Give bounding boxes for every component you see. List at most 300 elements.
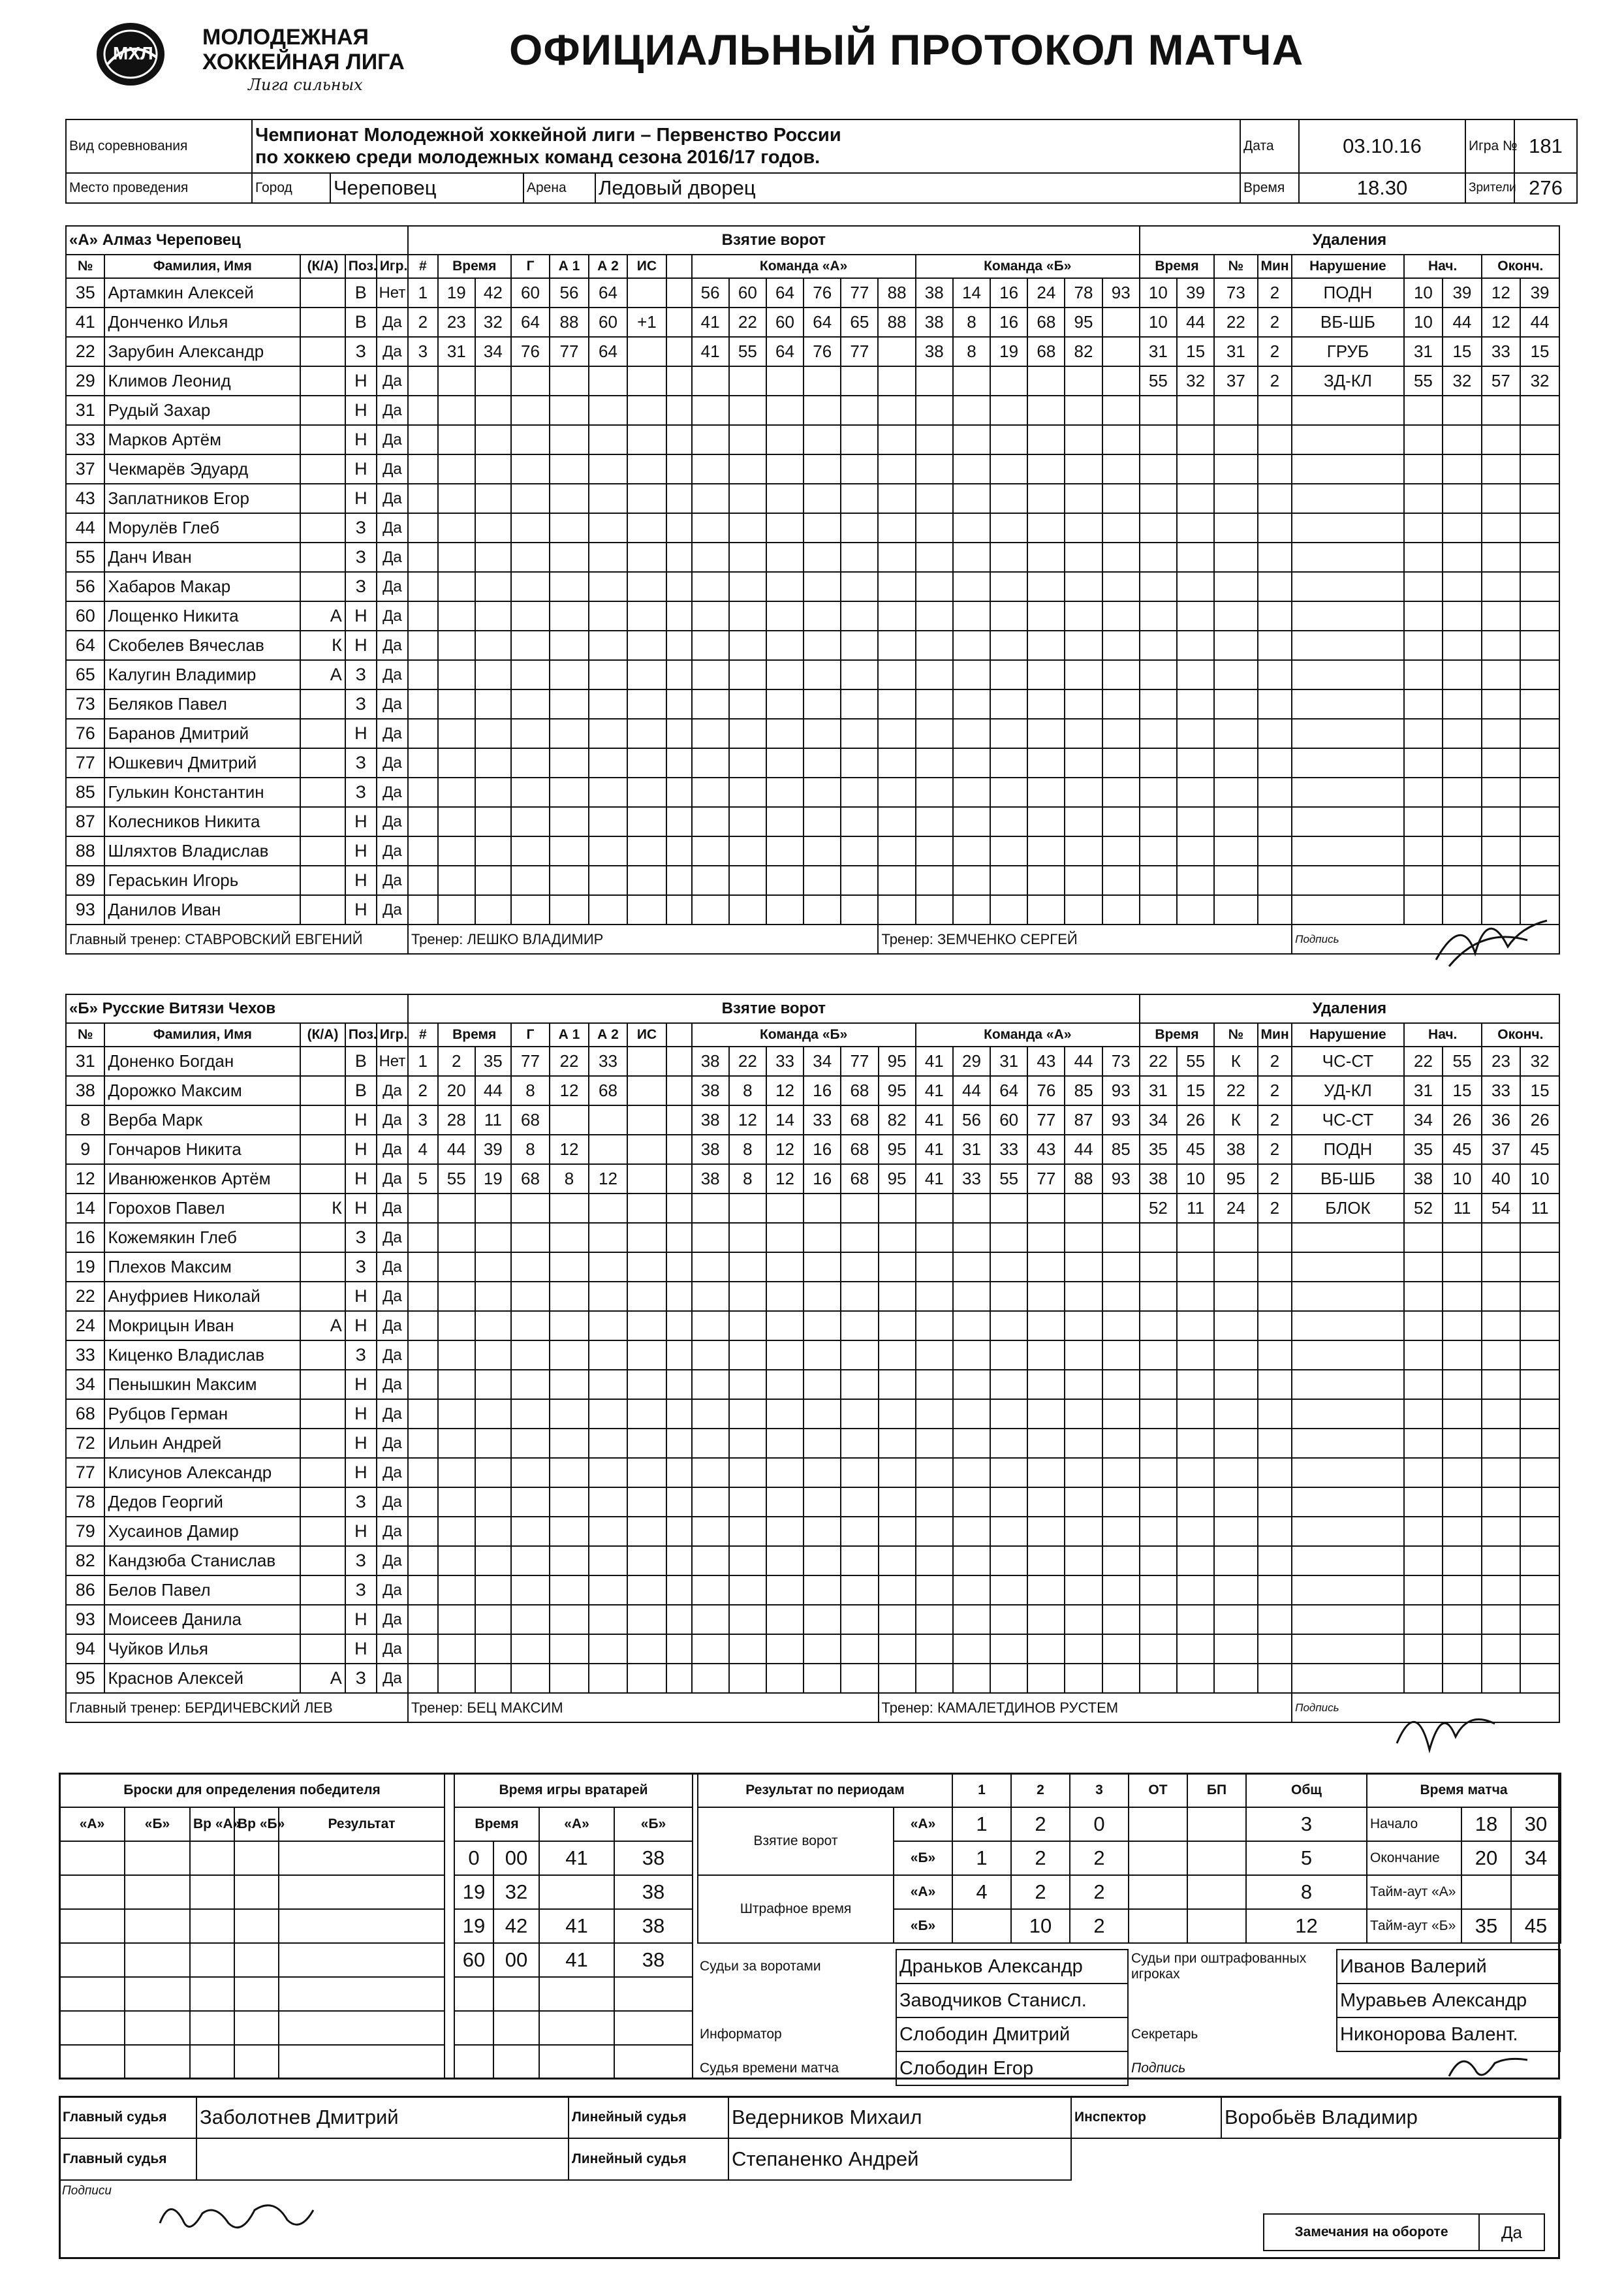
player-number: 89 (66, 866, 104, 895)
goal-cell (916, 1605, 953, 1634)
goal-cell (804, 1194, 841, 1223)
goal-cell (1065, 1517, 1102, 1546)
goal-cell (916, 807, 953, 836)
player-role: А (300, 1664, 345, 1693)
goal-cell (729, 748, 766, 778)
goal-cell (804, 1399, 841, 1429)
goal-cell (804, 572, 841, 601)
goal-cell (729, 660, 766, 689)
penalty-infraction: БЛОК (1292, 1194, 1404, 1223)
on-ice-other-team: 33 (953, 1164, 990, 1194)
goal-cell (475, 1634, 511, 1664)
goal-cell (879, 1282, 916, 1311)
goal-cell (1065, 1282, 1102, 1311)
goal-cell (511, 1664, 550, 1693)
penalty-infraction: ГРУБ (1292, 337, 1404, 366)
goal-cell (729, 1634, 766, 1664)
period-3-header: 3 (1070, 1773, 1129, 1807)
penalty-minute: 31 (1140, 337, 1177, 366)
on-ice-scoring-team: 12 (729, 1105, 766, 1135)
goal-cell (990, 1517, 1027, 1546)
goalie-b (614, 2045, 693, 2079)
penalty-end-second (1520, 396, 1559, 425)
goal-strength (627, 1105, 666, 1135)
goal-cell (692, 484, 729, 513)
goal-cell (550, 513, 588, 543)
penalty-start-minute (1404, 660, 1443, 689)
goal-cell (1027, 748, 1065, 778)
penalty-minute (1140, 543, 1177, 572)
on-ice-other-team: 78 (1065, 278, 1102, 308)
goal-minute (438, 1340, 475, 1370)
goal-cell (1102, 719, 1140, 748)
goal-cell (804, 748, 841, 778)
goal-cell (627, 895, 666, 925)
player-row (66, 895, 1559, 925)
penalty-second (1177, 601, 1214, 631)
player-name: Верба Марк (104, 1105, 300, 1135)
on-ice-scoring-team: 64 (804, 308, 841, 337)
goal-cell (1065, 1634, 1102, 1664)
goal-cell (766, 1575, 804, 1605)
penalty-end-minute: 12 (1482, 278, 1520, 308)
player-role (300, 1223, 345, 1252)
penalty-player (1214, 895, 1257, 925)
on-ice-scoring-team: 64 (766, 278, 804, 308)
goal-cell (666, 601, 692, 631)
goal-cell (666, 484, 692, 513)
on-ice-scoring-team: 14 (766, 1105, 804, 1135)
player-role (300, 1047, 345, 1076)
goal-minute (438, 895, 475, 925)
player-number: 8 (66, 1105, 104, 1135)
goal-cell (766, 1429, 804, 1458)
goal-number (408, 425, 438, 454)
penalty-minute (1140, 1458, 1177, 1487)
goal-cell (804, 807, 841, 836)
goal-assist-2: 68 (589, 1076, 627, 1105)
player-played: Да (377, 866, 408, 895)
player-number: 14 (66, 1194, 104, 1223)
penalty-minutes (1258, 1664, 1292, 1693)
on-ice-other-team: 19 (990, 337, 1027, 366)
player-name: Доненко Богдан (104, 1047, 300, 1076)
goal-cell (766, 1311, 804, 1340)
goal-minute (438, 513, 475, 543)
goal-cell (878, 748, 915, 778)
penalty-infraction (1292, 1517, 1404, 1546)
player-name: Климов Леонид (104, 366, 300, 396)
penalty-start-minute (1404, 719, 1443, 748)
goal-cell (692, 1340, 729, 1370)
on-ice-other-team: 82 (1065, 337, 1102, 366)
goal-cell (990, 425, 1027, 454)
penalty-minutes (1258, 1605, 1292, 1634)
goal-cell (666, 1194, 692, 1223)
goal-cell (766, 601, 804, 631)
goal-cell (511, 572, 550, 601)
player-name: Скобелев Вячеслав (104, 631, 300, 660)
goal-cell (627, 1340, 666, 1370)
penalty-start-minute (1404, 1282, 1443, 1311)
penalty-end-minute (1482, 631, 1520, 660)
goal-cell (475, 425, 511, 454)
goal-cell (627, 866, 666, 895)
goal-cell (692, 425, 729, 454)
penalty-infraction (1292, 836, 1404, 866)
goal-cell (1102, 807, 1140, 836)
goal-spacer (666, 1105, 692, 1135)
player-row (66, 719, 1559, 748)
penalty-minute (1140, 1664, 1177, 1693)
goal-cell (475, 572, 511, 601)
penalty-start-second (1443, 1634, 1481, 1664)
goal-cell (666, 1605, 692, 1634)
penalty-minute: 35 (1140, 1135, 1177, 1164)
goal-cell (550, 543, 588, 572)
pim-b-p1 (952, 1909, 1011, 1943)
on-ice-other-team: 55 (990, 1164, 1027, 1194)
goal-cell (1102, 689, 1140, 719)
goal-cell (878, 836, 915, 866)
penalty-player (1214, 1340, 1257, 1370)
goal-cell (692, 1429, 729, 1458)
end-minute: 34 (1511, 1841, 1561, 1875)
goal-cell (1027, 572, 1065, 601)
goal-minute (438, 601, 475, 631)
penalty-player (1214, 807, 1257, 836)
goal-cell (627, 1664, 666, 1693)
goal-cell (666, 1634, 692, 1664)
player-name: Краснов Алексей (104, 1664, 300, 1693)
player-played: Да (377, 543, 408, 572)
penalty-start-second (1443, 454, 1481, 484)
goal-scorer: 76 (511, 337, 550, 366)
header-col-no: № (66, 1023, 104, 1047)
penalty-infraction (1292, 778, 1404, 807)
on-ice-other-team: 43 (1027, 1135, 1065, 1164)
goal-scorer: 68 (511, 1164, 550, 1194)
goal-cell (766, 1634, 804, 1664)
penalty-start-second: 10 (1443, 1164, 1481, 1194)
penalty-start-second (1443, 572, 1481, 601)
penalty-minute (1140, 895, 1177, 925)
penalty-infraction (1292, 660, 1404, 689)
goal-number (408, 1399, 438, 1429)
goal-minute (438, 1458, 475, 1487)
penalty-infraction: ЧС-СТ (1292, 1105, 1404, 1135)
goal-assist-1: 12 (550, 1076, 588, 1105)
goal-cell (511, 601, 550, 631)
player-role (300, 1546, 345, 1575)
penalty-second: 32 (1177, 366, 1214, 396)
player-role (300, 1135, 345, 1164)
goal-number (408, 836, 438, 866)
penalty-start-second (1443, 1252, 1481, 1282)
coach-2: Тренер: КАМАЛЕТДИНОВ РУСТЕМ (879, 1693, 1292, 1722)
goal-minute (438, 1370, 475, 1399)
goal-cell (1065, 1311, 1102, 1340)
pim-a-p1: 4 (952, 1875, 1011, 1909)
goals-team-a: «А» (894, 1807, 952, 1841)
penalty-minute (1140, 1517, 1177, 1546)
goal-cell (475, 807, 511, 836)
goal-cell (990, 1194, 1027, 1223)
goal-cell (916, 748, 953, 778)
goal-cell (729, 1517, 766, 1546)
player-role (300, 1164, 345, 1194)
goalie-col-time: Время (454, 1807, 539, 1841)
goal-cell (511, 1517, 550, 1546)
penalty-second (1177, 1634, 1214, 1664)
penalty-start-second: 32 (1443, 366, 1481, 396)
goal-cell (841, 1487, 878, 1517)
penalty-end-minute: 33 (1482, 1076, 1520, 1105)
goal-cell (627, 543, 666, 572)
on-ice-other-team: 44 (1065, 1047, 1102, 1076)
on-ice-scoring-team: 88 (878, 308, 915, 337)
goal-cell (841, 778, 878, 807)
goal-cell (1065, 1429, 1102, 1458)
penalty-player: К (1214, 1105, 1257, 1135)
off-ice-officials-table (697, 1949, 1561, 2086)
player-role (300, 1252, 345, 1282)
goal-cell (766, 866, 804, 895)
player-number: 87 (66, 807, 104, 836)
goal-cell (916, 572, 953, 601)
goal-cell (1102, 1252, 1140, 1282)
penalty-infraction (1292, 1458, 1404, 1487)
goal-cell (1102, 1340, 1140, 1370)
goal-cell (511, 513, 550, 543)
penalty-end-minute (1482, 836, 1520, 866)
penalty-end-second: 15 (1520, 337, 1559, 366)
goal-number (408, 660, 438, 689)
on-ice-scoring-team: 16 (804, 1076, 841, 1105)
penalty-start-second (1443, 660, 1481, 689)
player-row (66, 1487, 1559, 1517)
player-position: Н (345, 719, 377, 748)
penalty-end-second (1520, 1223, 1559, 1252)
goal-cell (804, 836, 841, 866)
goalie-change-second (493, 2011, 539, 2045)
goal-cell (953, 1605, 990, 1634)
goal-cell (511, 1340, 550, 1370)
player-number: 22 (66, 337, 104, 366)
penalty-player (1214, 572, 1257, 601)
goal-cell (953, 601, 990, 631)
player-number: 77 (66, 748, 104, 778)
goal-cell (841, 895, 878, 925)
goalie-change-second: 00 (493, 1943, 539, 1977)
player-row (66, 1252, 1559, 1282)
goal-cell (990, 748, 1027, 778)
goal-cell (666, 366, 692, 396)
goals-team-b: «Б» (894, 1841, 952, 1875)
penalty-minutes: 2 (1258, 1047, 1292, 1076)
penalty-infraction (1292, 1546, 1404, 1575)
player-played: Да (377, 337, 408, 366)
game-no-value: 181 (1514, 119, 1577, 173)
on-ice-scoring-team: 38 (692, 1135, 729, 1164)
goal-cell (511, 1634, 550, 1664)
goal-cell (729, 1252, 766, 1282)
on-ice-other-team: 95 (1065, 308, 1102, 337)
goal-cell (729, 1664, 766, 1693)
goal-cell (692, 1370, 729, 1399)
player-played: Да (377, 1282, 408, 1311)
player-position: Н (345, 807, 377, 836)
goal-cell (511, 1194, 550, 1223)
goal-cell (841, 1429, 878, 1458)
penalty-second (1177, 1399, 1214, 1429)
penalty-end-second (1520, 1399, 1559, 1429)
goalie-change-minute (454, 1977, 493, 2011)
player-number: 55 (66, 543, 104, 572)
penalty-start-minute (1404, 1252, 1443, 1282)
goal-cell (953, 1223, 990, 1252)
goalie-change-minute: 60 (454, 1943, 493, 1977)
goal-cell (879, 1252, 916, 1282)
on-ice-scoring-team: 22 (729, 308, 766, 337)
goal-cell (550, 1399, 588, 1429)
goal-cell (550, 1487, 588, 1517)
goal-cell (841, 748, 878, 778)
goal-cell (953, 719, 990, 748)
penalty-minutes (1258, 836, 1292, 866)
player-number: 93 (66, 1605, 104, 1634)
linesman-2: Степаненко Андрей (728, 2138, 1071, 2180)
penalty-infraction (1292, 689, 1404, 719)
penalty-start-second (1443, 1487, 1481, 1517)
penalty-second (1177, 543, 1214, 572)
header-col-num: # (408, 1023, 438, 1047)
penalty-minute (1140, 572, 1177, 601)
player-name: Юшкевич Дмитрий (104, 748, 300, 778)
goal-cell (475, 1458, 511, 1487)
goal-number (408, 396, 438, 425)
player-played: Да (377, 1223, 408, 1252)
penalty-player (1214, 1252, 1257, 1282)
goalie-change-minute: 19 (454, 1875, 493, 1909)
player-played: Да (377, 425, 408, 454)
penalty-second: 11 (1177, 1194, 1214, 1223)
penalty-end-second (1520, 425, 1559, 454)
goals-a-p1: 1 (952, 1807, 1011, 1841)
penalty-second (1177, 1252, 1214, 1282)
signature-team-a (1423, 901, 1554, 979)
goal-cell (990, 866, 1027, 895)
penalty-infraction (1292, 866, 1404, 895)
penalty-player (1214, 1517, 1257, 1546)
goal-cell (953, 1252, 990, 1282)
player-played: Да (377, 308, 408, 337)
player-number: 44 (66, 513, 104, 543)
penalty-end-second: 15 (1520, 1076, 1559, 1105)
goal-cell (916, 719, 953, 748)
goal-cell (550, 1664, 588, 1693)
goalie-b: 38 (614, 1875, 693, 1909)
goal-cell (692, 1252, 729, 1282)
player-number: 77 (66, 1458, 104, 1487)
goal-cell (1027, 836, 1065, 866)
goal-cell (916, 1252, 953, 1282)
penalty-start-second (1443, 836, 1481, 866)
referee-2 (196, 2138, 569, 2180)
goal-cell (692, 1458, 729, 1487)
player-played: Да (377, 484, 408, 513)
goalie-change-second (493, 2045, 539, 2079)
goal-cell (916, 660, 953, 689)
goalie-change-second: 42 (493, 1909, 539, 1943)
goal-cell (766, 396, 804, 425)
goal-cell (511, 719, 550, 748)
on-ice-scoring-team: 38 (692, 1105, 729, 1135)
goals-b-total: 5 (1246, 1841, 1367, 1875)
goal-strength (627, 278, 666, 308)
goal-cell (1102, 1605, 1140, 1634)
header-col-team-a: Команда «А» (916, 1023, 1140, 1047)
penalty-second: 45 (1177, 1135, 1214, 1164)
penalty-player: 24 (1214, 1194, 1257, 1223)
penalty-end-second (1520, 484, 1559, 513)
goal-cell (1102, 1487, 1140, 1517)
goal-cell (1065, 1223, 1102, 1252)
goal-cell (729, 631, 766, 660)
goal-number (408, 1605, 438, 1634)
on-ice-other-team: 31 (990, 1047, 1027, 1076)
goal-cell (589, 1399, 627, 1429)
goal-cell (627, 1429, 666, 1458)
penalty-start-minute (1404, 1370, 1443, 1399)
period-results-table (697, 1773, 1367, 1944)
goal-cell (511, 807, 550, 836)
penalty-minutes: 2 (1258, 1135, 1292, 1164)
penalty-minute (1140, 513, 1177, 543)
match-time-title: Время матча (1367, 1773, 1561, 1807)
goal-scorer: 8 (511, 1076, 550, 1105)
penalty-start-second (1443, 1517, 1481, 1546)
player-position: Н (345, 1105, 377, 1135)
penalty-end-minute (1482, 601, 1520, 631)
penalty-judge-1: Иванов Валерий (1337, 1950, 1560, 1984)
goal-cell (990, 1575, 1027, 1605)
goal-cell (666, 572, 692, 601)
goal-cell (916, 1664, 953, 1693)
penalty-minutes: 2 (1258, 366, 1292, 396)
goal-cell (804, 1282, 841, 1311)
on-ice-scoring-team: 55 (729, 337, 766, 366)
goal-cell (1065, 836, 1102, 866)
goal-minute: 2 (438, 1047, 475, 1076)
penalty-infraction (1292, 1282, 1404, 1311)
goal-cell (953, 1458, 990, 1487)
goal-cell (990, 1311, 1027, 1340)
goal-cell (953, 1194, 990, 1223)
goal-cell (627, 1282, 666, 1311)
goal-minute (438, 1487, 475, 1517)
penalty-minute (1140, 601, 1177, 631)
penalty-start-minute (1404, 1634, 1443, 1664)
goal-cell (729, 543, 766, 572)
goal-cell (627, 778, 666, 807)
penalty-player (1214, 601, 1257, 631)
goal-cell (475, 543, 511, 572)
player-role (300, 1399, 345, 1429)
spectators-value: 276 (1514, 173, 1577, 203)
player-played: Да (377, 1370, 408, 1399)
penalty-end-second: 32 (1520, 366, 1559, 396)
